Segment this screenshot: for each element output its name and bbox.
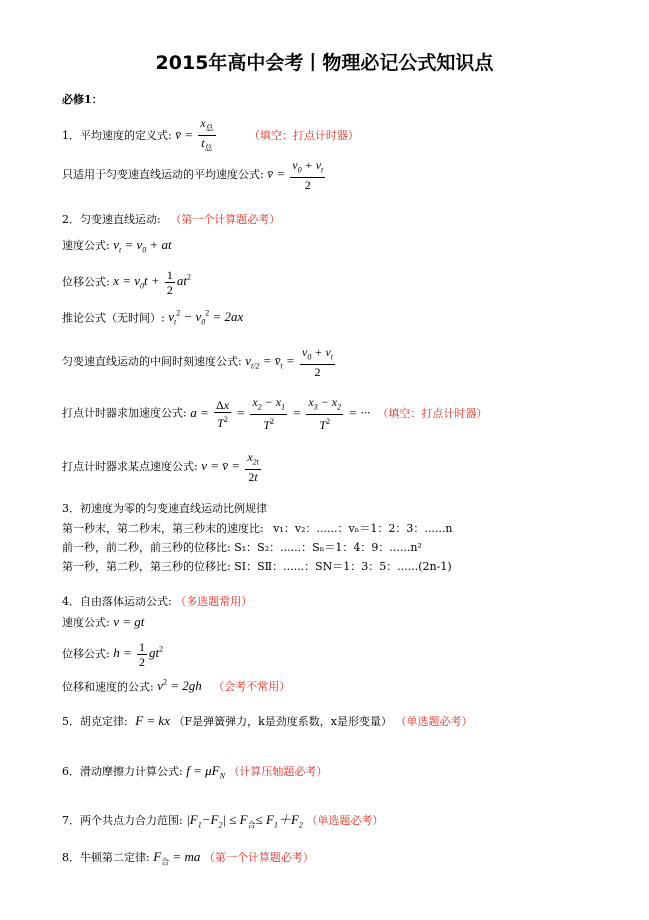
page-title: 2015年高中会考丨物理必记公式知识点 — [155, 52, 494, 74]
item-8-note: （第一个计算题必考） — [203, 851, 314, 864]
item-3-heading: 3．初速度为零的匀变速直线运动比例规律 — [62, 502, 267, 515]
free-speed-row — [62, 615, 144, 630]
disp-formula: $x = v_0t$ + $\frac{1}{2}$ $at^2$ — [113, 268, 192, 297]
fraction: $\frac{x_3 - x_2}{T^2}$ — [308, 395, 342, 433]
disp-formula-row — [62, 268, 191, 297]
free-disp-formula: h = $\frac{1}{2}$ $gt^2$ — [113, 640, 164, 669]
acc-formula-row — [62, 395, 487, 432]
item-5-note: （单选题必考） — [395, 715, 473, 728]
item-6-note: （计算压轴题必考） — [228, 765, 328, 778]
item-5-label: 5．胡克定律: — [62, 715, 128, 728]
item-7-label: 7．两个共点力合力范围: — [62, 814, 183, 827]
free-vd-label: 位移和速度的公式: — [62, 680, 154, 694]
fraction: $\frac{x_总}{t_总}$ — [200, 116, 214, 153]
free-speed-label: 速度公式: — [62, 616, 110, 629]
free-vd-note: （会考不常用） — [213, 680, 291, 694]
free-disp-row — [62, 640, 163, 669]
item-7 — [62, 813, 383, 833]
ratio-2-eq: S₁：S₂：......：Sₙ＝1：4：9：......n² — [234, 541, 422, 554]
acc-formula: a = $\frac{\Delta x}{T^2}$ = $\frac{x_2 - x_1}{T^2}$ = $\frac{x_3 - x_2}{T^2}$ = ··· — [190, 395, 374, 433]
ratio-row-2 — [62, 541, 422, 555]
fraction: $\frac{v_0 + v_t}{2}$ — [292, 158, 324, 193]
pt-label: 打点计时器求某点速度公式: — [62, 460, 198, 474]
infer-formula: $v_t^2 - v_0^2 = 2ax$ — [168, 309, 244, 327]
ratio-3-label: 第一秒，第二秒，第三秒的位移比: — [62, 560, 231, 573]
item-7-note: （单选题必考） — [306, 814, 384, 827]
fraction: $\frac{x_{2t}}{2t}$ — [247, 450, 259, 485]
item-2 — [62, 213, 280, 227]
item-1-note: （填空：打点计时器） — [248, 128, 359, 142]
fraction: $\frac{1}{2}$ — [139, 640, 145, 669]
item-6-label: 6．滑动摩擦力计算公式: — [62, 765, 183, 778]
mid-label: 匀变速直线运动的中间时刻速度公式: — [62, 355, 242, 369]
fraction: $\frac{x_2 - x_1}{T^2}$ — [252, 395, 286, 433]
ratio-1-eq: v₁：v₂：......：vₙ＝1：2：3：......n — [273, 522, 453, 535]
mid-velocity-formula: $v_{t/2}$ = $v̄_t$ = $\frac{v_0 + v_t}{2}$ — [245, 345, 334, 380]
ratio-row-1 — [62, 522, 452, 536]
item-4 — [62, 595, 252, 609]
ratio-1-label: 第一秒末，第二秒末，第三秒末的速度比: — [62, 522, 264, 535]
uniform-avg-velocity-formula: v̄ = $\frac{v_0 + v_t}{2}$ — [267, 158, 324, 193]
ratio-row-3 — [62, 560, 452, 574]
point-velocity-formula: v = v̄ = $\frac{x_{2t}}{2t}$ — [201, 450, 259, 485]
section-heading: 必修1： — [62, 93, 103, 106]
fraction: $\frac{1}{2}$ — [166, 268, 173, 297]
acc-label: 打点计时器求加速度公式: — [62, 406, 187, 420]
friction-formula: $f = \mu F_N$ — [186, 763, 225, 781]
ratio-2-label: 前一秒，前二秒，前三秒的位移比: — [62, 541, 231, 554]
mid-formula-row — [62, 345, 337, 379]
hooke-formula: F = kx — [135, 713, 170, 728]
item-4-note: （多选题常用） — [175, 595, 253, 608]
item-6 — [62, 764, 327, 784]
resultant-range-formula: $|F_1-F_2| \le F_合\le F_1+F_2$ — [186, 812, 303, 830]
pt-formula-row — [62, 450, 263, 484]
free-speed-formula: v = gt — [113, 614, 145, 629]
ratio-3-eq: SⅠ：SⅡ：......：SN＝1：3：5：......(2n-1) — [234, 560, 452, 573]
speed-label: 速度公式: — [62, 239, 110, 252]
free-vd-formula: $v^2 = 2gh$ — [157, 678, 202, 694]
avg-velocity-formula: v̄ = $\frac{x_总}{t_总}$ — [175, 127, 221, 142]
item-8-label: 8．牛顿第二定律: — [62, 851, 150, 864]
free-disp-label: 位移公式: — [62, 647, 110, 661]
free-vd-row — [62, 676, 290, 694]
item-8 — [62, 850, 314, 870]
item-1b — [62, 158, 327, 192]
infer-formula-row — [62, 307, 243, 330]
item-1-label: 1．平均速度的定义式: — [62, 128, 172, 142]
fraction: $\frac{\Delta x}{T^2}$ — [216, 397, 230, 430]
disp-label: 位移公式: — [62, 275, 110, 289]
newton-second-formula: $F_合$ = ma — [153, 849, 201, 867]
item-2-note: （第一个计算题必考） — [170, 213, 281, 226]
speed-formula-row — [62, 238, 172, 258]
item-2-label: 2．匀变速直线运动: — [62, 213, 161, 226]
item-5 — [62, 714, 473, 729]
infer-label: 推论公式（无时间）: — [62, 311, 165, 325]
item-4-label: 4．自由落体运动公式: — [62, 595, 172, 608]
acc-note: （填空：打点计时器） — [377, 406, 488, 420]
item-1 — [62, 116, 359, 156]
item-1b-label: 只适用于匀变速直线运动的平均速度公式: — [62, 168, 264, 182]
speed-formula: $v_t = v_0$ + at — [113, 237, 172, 255]
item-5-desc: （F是弹簧弹力，k是劲度系数，x是形变量） — [173, 715, 392, 728]
fraction: $\frac{v_0 + v_t}{2}$ — [302, 345, 334, 380]
